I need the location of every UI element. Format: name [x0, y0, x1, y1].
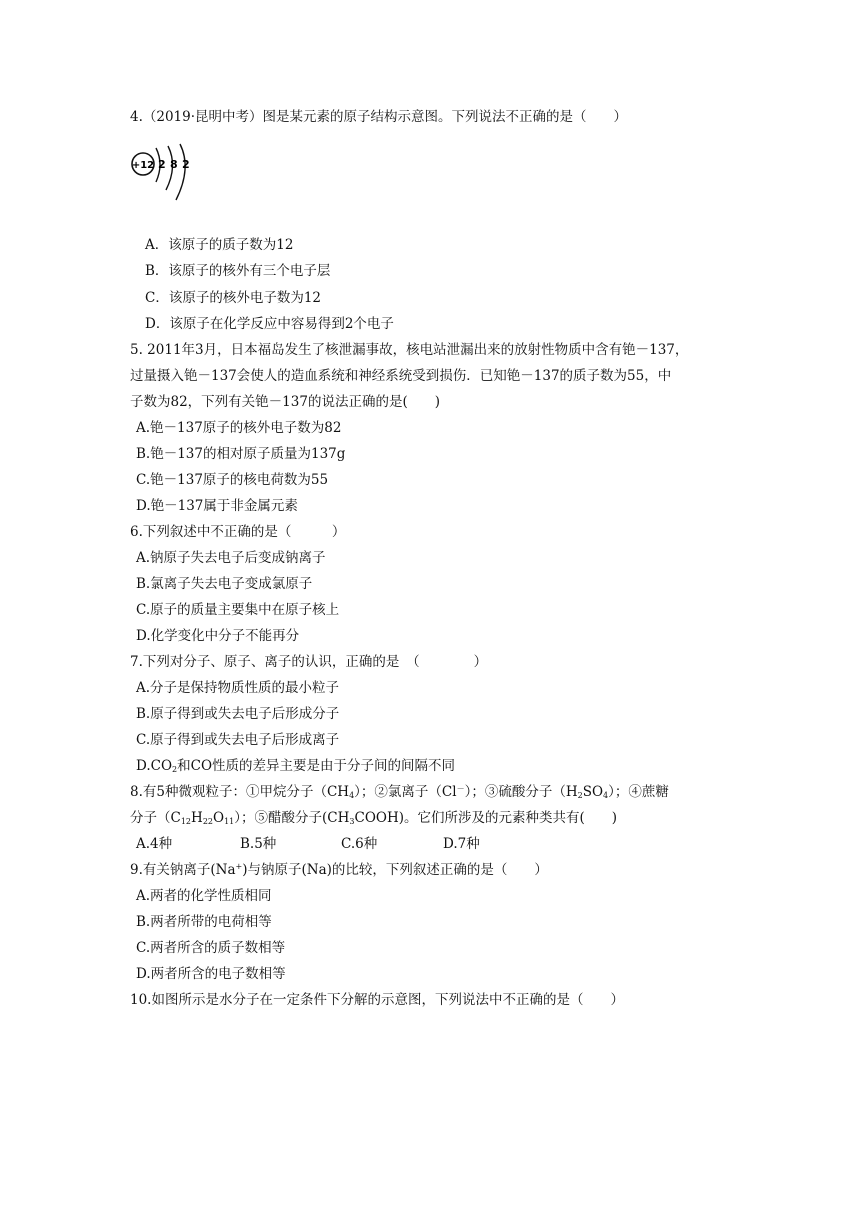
- q8-sub: 4: [349, 791, 355, 800]
- shell-count-1: 2: [158, 158, 166, 171]
- q8-text: ）；③硫酸分子（H: [464, 784, 578, 800]
- shell-count-2: 8: [170, 158, 178, 171]
- q8-sub: 22: [202, 817, 213, 826]
- q8-option-d: D.7种: [443, 836, 480, 852]
- q7-option-d-post: 和CO性质的差异主要是由于分子间的间隔不同: [177, 758, 456, 774]
- q9-option-d: D.两者所含的电子数相等: [136, 966, 286, 982]
- nucleus-label: +12: [131, 160, 155, 171]
- q8-text: ）；④蔗糖: [608, 784, 669, 800]
- q10-stem: 10.如图所示是水分子在一定条件下分解的示意图，下列说法中不正确的是（ ）: [130, 992, 624, 1008]
- q4-stem: 4.（2019·昆明中考）图是某元素的原子结构示意图。下列说法不正确的是（ ）: [130, 109, 628, 125]
- q8-text: SO: [582, 784, 604, 800]
- q8-sub: 2: [577, 791, 583, 800]
- q8-option-a: A.4种: [136, 836, 173, 852]
- q6-option-b: B.氯离子失去电子变成氯原子: [136, 576, 313, 592]
- q6-option-c: C.原子的质量主要集中在原子核上: [136, 602, 340, 618]
- q7-option-a: A.分子是保持物质性质的最小粒子: [136, 680, 340, 696]
- q8-text: 分子（C: [130, 810, 181, 826]
- shell-count-3: 2: [182, 158, 190, 171]
- q8-text: H: [191, 810, 203, 826]
- q8-option-c: C.6种: [341, 836, 378, 852]
- q4-option-b: B．该原子的核外有三个电子层: [145, 263, 331, 279]
- q7-option-d-pre: D.CO: [136, 758, 173, 774]
- q8-text: COOH)。它们所涉及的元素种类共有( ): [354, 810, 618, 826]
- q5-option-d: D.铯－137属于非金属元素: [136, 498, 298, 514]
- q9-option-b: B.两者所带的电荷相等: [136, 914, 272, 930]
- q8-text: ）；②氯离子（Cl: [354, 784, 457, 800]
- q8-sub: 11: [224, 817, 235, 826]
- q9-sup: +: [235, 862, 243, 871]
- q7-option-c: C.原子得到或失去电子后形成离子: [136, 732, 340, 748]
- q5-stem-line-3: 子数为82，下列有关铯－137的说法正确的是( ): [130, 394, 440, 410]
- q7-option-d: [136, 757, 455, 775]
- q6-option-a: A.钠原子失去电子后变成钠离子: [136, 550, 326, 566]
- q4-option-c: C．该原子的核外电子数为12: [145, 290, 322, 306]
- q9-text: 9.有关钠离子(Na: [130, 862, 236, 878]
- q8-text: ）；⑤醋酸分子(CH: [234, 810, 350, 826]
- q6-stem: 6.下列叙述中不正确的是（ ）: [130, 524, 346, 540]
- atom-structure-diagram: [128, 140, 208, 210]
- q5-option-b: B.铯－137的相对原子质量为137g: [136, 446, 346, 462]
- q9-option-c: C.两者所含的质子数相等: [136, 940, 286, 956]
- q6-option-d: D.化学变化中分子不能再分: [136, 628, 300, 644]
- q5-option-c: C.铯－137原子的核电荷数为55: [136, 472, 329, 488]
- shell-arc-3: [176, 144, 185, 200]
- q8-stem-line-2: [130, 809, 617, 827]
- q4-option-d: D．该原子在化学反应中容易得到2个电子: [145, 316, 394, 332]
- q8-text: O: [213, 810, 225, 826]
- q8-sub: 12: [180, 817, 192, 826]
- q8-text: 8.有5种微观粒子：①甲烷分子（CH: [130, 784, 350, 800]
- q8-sub: 4: [603, 791, 609, 800]
- q8-stem-line-1: [130, 783, 669, 801]
- q5-option-a: A.铯－137原子的核外电子数为82: [136, 420, 342, 436]
- q8-sub: 3: [349, 817, 355, 826]
- q7-option-d-sub: 2: [172, 765, 178, 774]
- q5-stem-line-1: 5. 2011年3月，日本福岛发生了核泄漏事故，核电站泄漏出来的放射性物质中含有铯－137，: [130, 342, 689, 358]
- q9-stem: [130, 861, 548, 879]
- q5-stem-line-2: 过量摄入铯－137会使人的造血系统和神经系统受到损伤．已知铯－137的质子数为55，中: [130, 368, 672, 384]
- q8-sup: －: [456, 784, 465, 793]
- q9-text: )与钠原子(Na)的比较，下列叙述正确的是（ ）: [242, 862, 548, 878]
- q4-option-a: A．该原子的质子数为12: [145, 237, 294, 253]
- q9-option-a: A.两者的化学性质相同: [136, 888, 272, 904]
- q7-option-b: B.原子得到或失去电子后形成分子: [136, 706, 340, 722]
- q7-stem: 7.下列对分子、原子、离子的认识，正确的是 （ ）: [130, 654, 488, 670]
- q8-option-b: B.5种: [240, 836, 277, 852]
